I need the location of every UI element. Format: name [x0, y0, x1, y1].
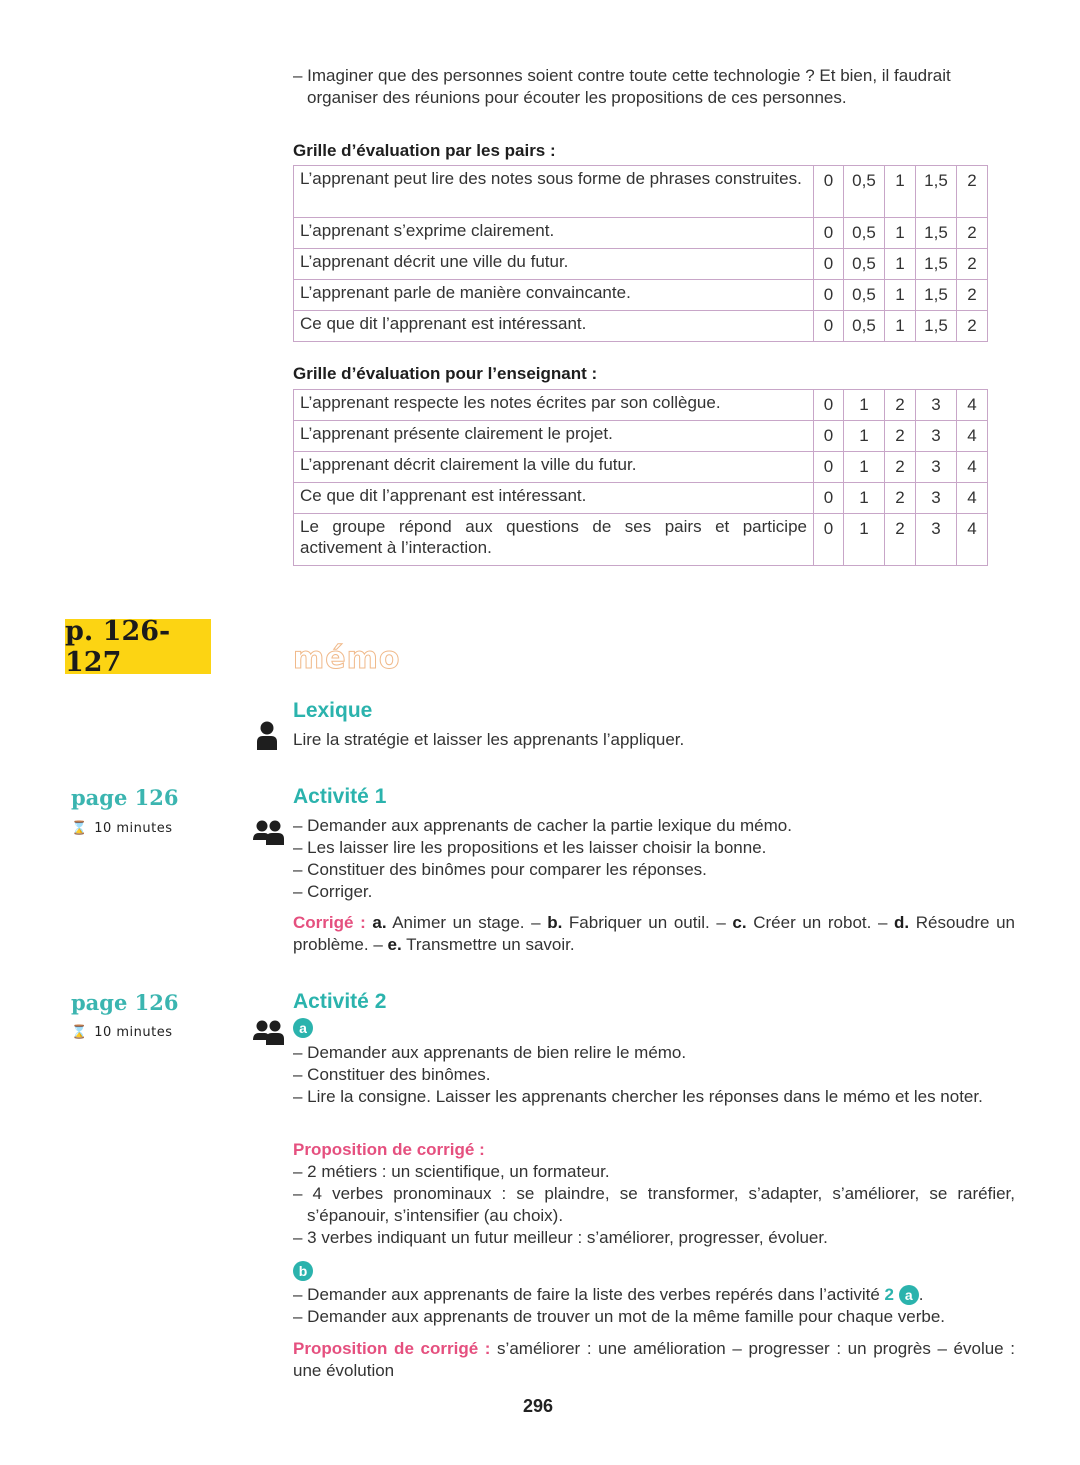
table-row: [294, 514, 988, 566]
activity2-duration: [71, 1024, 172, 1040]
score-cell: 4: [957, 483, 988, 514]
page-range-badge: p. 126-127: [65, 619, 211, 674]
activity-ref-badge: a: [899, 1285, 919, 1305]
score-cell: 0,5: [844, 249, 885, 280]
lexique-text: Lire la stratégie et laisser les apprenants l’appliquer.: [293, 730, 685, 749]
score-cell: 4: [957, 452, 988, 483]
score-cell: 2: [885, 390, 916, 421]
list-item: – Constituer des binômes pour comparer les réponses.: [293, 860, 707, 879]
score-cell: 0: [814, 483, 844, 514]
activity2b-step1: [293, 1284, 1023, 1306]
score-cell: 2: [885, 421, 916, 452]
criterion-cell: Le groupe répond aux questions de ses pairs et participe activement à l’interaction.: [294, 514, 814, 566]
score-cell: 0: [814, 452, 844, 483]
activity1-steps: [293, 815, 1018, 903]
score-cell: 3: [916, 514, 957, 566]
list-item: – Lire la consigne. Laisser les apprenants chercher les réponses dans le mémo et les noter.: [293, 1087, 983, 1106]
criterion-cell: L’apprenant parle de manière convaincante.: [294, 280, 814, 311]
score-cell: 1,5: [916, 280, 957, 311]
corrige-label: Corrigé :: [293, 913, 366, 932]
intro-bullet: [293, 65, 1018, 109]
answer-text: Créer un robot. –: [746, 913, 895, 932]
criterion-cell: L’apprenant peut lire des notes sous forme de phrases construites.: [294, 166, 814, 218]
activity2a-proposition-list: [293, 1161, 1015, 1249]
criterion-cell: Ce que dit l’apprenant est intéressant.: [294, 311, 814, 342]
list-item: – 3 verbes indiquant un futur meilleur : s’améliorer, progresser, évoluer.: [293, 1228, 828, 1247]
score-cell: 1: [844, 483, 885, 514]
score-cell: 1: [885, 249, 916, 280]
page-number: 296: [523, 1396, 554, 1416]
criterion-cell: L’apprenant décrit une ville du futur.: [294, 249, 814, 280]
score-cell: 2: [957, 280, 988, 311]
score-cell: 3: [916, 452, 957, 483]
peer-grid-title: Grille d’évaluation par les pairs :: [293, 141, 556, 160]
table-row: [294, 218, 988, 249]
table-row: [294, 452, 988, 483]
list-item: – 4 verbes pronominaux : se plaindre, se transformer, s’adapter, s’améliorer, se raréfier, s’épanouir, s’intensifier (au choix).: [293, 1184, 1015, 1225]
table-row: [294, 280, 988, 311]
score-cell: 2: [885, 452, 916, 483]
score-cell: 0: [814, 421, 844, 452]
answer-letter: d.: [894, 913, 910, 932]
activity-ref-number: 2: [884, 1285, 895, 1304]
proposition-label: Proposition de corrigé :: [293, 1140, 485, 1159]
answer-letter: b.: [547, 913, 563, 932]
list-item: – Les laisser lire les propositions et les laisser choisir la bonne.: [293, 838, 767, 857]
table-row: [294, 421, 988, 452]
score-cell: 1,5: [916, 311, 957, 342]
hourglass-icon: ⌛: [71, 820, 88, 835]
group-icon: [253, 820, 285, 846]
score-cell: 1,5: [916, 249, 957, 280]
answer-letter: e.: [387, 935, 402, 954]
score-cell: 2: [885, 514, 916, 566]
score-cell: 1: [885, 166, 916, 218]
score-cell: 2: [957, 249, 988, 280]
score-cell: 3: [916, 483, 957, 514]
score-cell: 3: [916, 421, 957, 452]
score-cell: 1: [885, 311, 916, 342]
part-b-badge: b: [293, 1261, 313, 1281]
intro-bullet-text: – Imaginer que des personnes soient contre toute cette technologie ? Et bien, il faudrait organiser des réunions pour écouter les propositions de ces personnes.: [293, 66, 951, 107]
proposition-label: Proposition de corrigé :: [293, 1339, 491, 1358]
score-cell: 1: [844, 452, 885, 483]
proposition-text: s’améliorer : une amélioration – progresser : un progrès – évolue : une évolution: [293, 1339, 1015, 1380]
list-item: – Demander aux apprenants de bien relire le mémo.: [293, 1043, 687, 1062]
table-row: [294, 311, 988, 342]
score-cell: 0: [814, 249, 844, 280]
table-row: [294, 166, 988, 218]
score-cell: 4: [957, 390, 988, 421]
answer-text: Résoudre un problème. –: [293, 913, 1015, 954]
activity2-title: Activité 2: [293, 990, 387, 1013]
score-cell: 0,5: [844, 166, 885, 218]
list-item: – 2 métiers : un scientifique, un formateur.: [293, 1162, 610, 1181]
answer-letter: a.: [372, 913, 387, 932]
table-row: [294, 483, 988, 514]
teacher-evaluation-table: [293, 389, 988, 566]
part-a-badge: a: [293, 1018, 313, 1038]
activity2b-proposition: [293, 1338, 1015, 1382]
score-cell: 0,5: [844, 311, 885, 342]
criterion-cell: L’apprenant présente clairement le projet.: [294, 421, 814, 452]
score-cell: 0: [814, 311, 844, 342]
teacher-grid-title: Grille d’évaluation pour l’enseignant :: [293, 364, 598, 383]
score-cell: 1: [844, 514, 885, 566]
score-cell: 2: [957, 166, 988, 218]
score-cell: 0: [814, 514, 844, 566]
criterion-cell: L’apprenant décrit clairement la ville du futur.: [294, 452, 814, 483]
score-cell: 0: [814, 280, 844, 311]
list-item: – Constituer des binômes.: [293, 1065, 491, 1084]
list-item: – Corriger.: [293, 882, 373, 901]
score-cell: 2: [957, 311, 988, 342]
score-cell: 1: [885, 280, 916, 311]
answer-text: Fabriquer un outil. –: [562, 913, 733, 932]
activity1-title: Activité 1: [293, 785, 387, 808]
memo-title: mémo: [293, 641, 401, 676]
duration-text: 10 minutes: [94, 820, 173, 836]
score-cell: 0: [814, 218, 844, 249]
score-cell: 4: [957, 421, 988, 452]
activity1-page-ref: page 126: [71, 785, 179, 810]
score-cell: 1: [844, 421, 885, 452]
score-cell: 0,5: [844, 280, 885, 311]
activity2a-steps: [293, 1042, 1015, 1108]
answer-letter: c.: [732, 913, 747, 932]
score-cell: 0,5: [844, 218, 885, 249]
score-cell: 2: [957, 218, 988, 249]
activity2b-step2: – Demander aux apprenants de trouver un mot de la même famille pour chaque verbe.: [293, 1307, 946, 1326]
lexique-title: Lexique: [293, 699, 373, 722]
score-cell: 3: [916, 390, 957, 421]
score-cell: 0: [814, 390, 844, 421]
activity2-page-ref: page 126: [71, 990, 179, 1015]
score-cell: 1,5: [916, 166, 957, 218]
hourglass-icon: ⌛: [71, 1024, 88, 1039]
single-person-icon: [256, 721, 278, 751]
criterion-cell: L’apprenant respecte les notes écrites par son collègue.: [294, 390, 814, 421]
step-end: .: [918, 1285, 924, 1304]
criterion-cell: Ce que dit l’apprenant est intéressant.: [294, 483, 814, 514]
criterion-cell: L’apprenant s’exprime clairement.: [294, 218, 814, 249]
score-cell: 1,5: [916, 218, 957, 249]
table-row: [294, 249, 988, 280]
step-text: – Demander aux apprenants de faire la liste des verbes repérés dans l’activité: [293, 1285, 885, 1304]
answer-text: Animer un stage. –: [386, 913, 548, 932]
score-cell: 0: [814, 166, 844, 218]
score-cell: 4: [957, 514, 988, 566]
group-icon: [253, 1020, 285, 1046]
score-cell: 1: [885, 218, 916, 249]
activity1-duration: [71, 820, 172, 836]
table-row: [294, 390, 988, 421]
list-item: – Demander aux apprenants de cacher la partie lexique du mémo.: [293, 816, 792, 835]
answer-text: Transmettre un savoir.: [401, 935, 575, 954]
duration-text: 10 minutes: [94, 1024, 173, 1040]
activity1-corrige: [293, 912, 1015, 956]
score-cell: 1: [844, 390, 885, 421]
peer-evaluation-table: [293, 165, 988, 342]
score-cell: 2: [885, 483, 916, 514]
